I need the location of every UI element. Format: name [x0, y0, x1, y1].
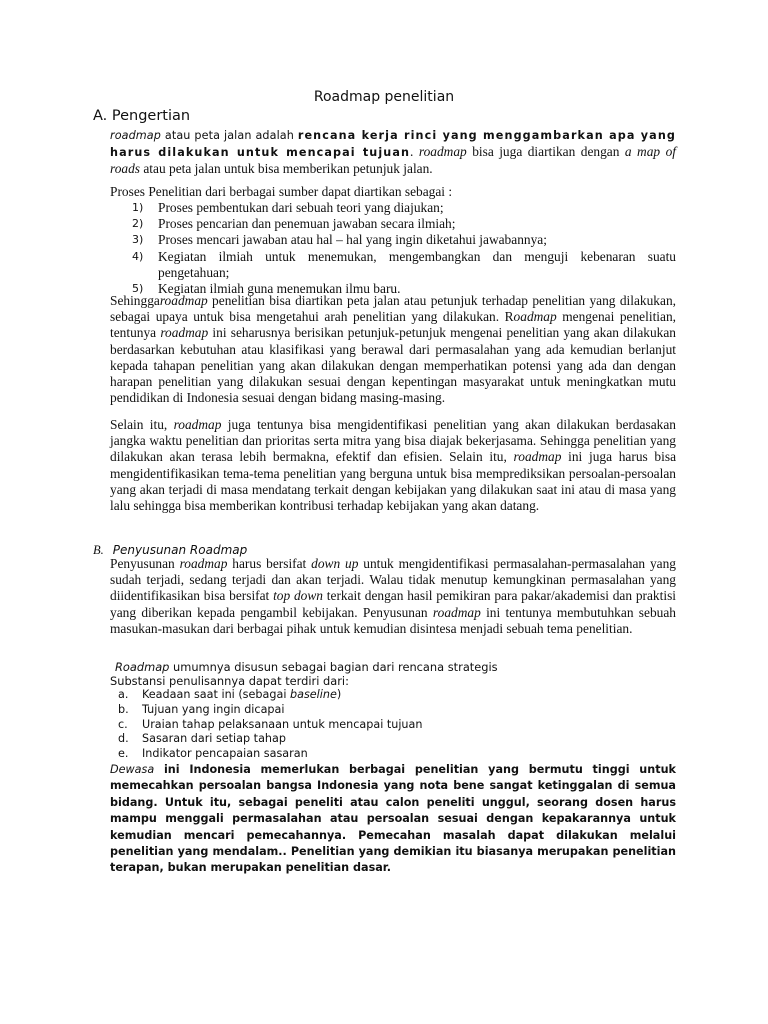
list-item [110, 232, 676, 248]
list-letter: a. [118, 688, 129, 701]
list-text: Uraian tahap pelaksanaan untuk mencapai tujuan [142, 717, 423, 731]
substance-list [110, 688, 422, 762]
list-letter: e. [118, 747, 129, 761]
term-top-down: top down [273, 588, 323, 604]
list-number: 2) [132, 217, 144, 231]
term-roadmap: roadmap [110, 129, 161, 142]
term-roadmap: roadmap [173, 417, 222, 432]
strategic-plan-paragraph [110, 660, 676, 689]
term-roadmap: roadmap [513, 449, 562, 465]
process-list [110, 200, 676, 297]
list-item [110, 216, 676, 232]
text-run: . [410, 144, 419, 160]
list-item [110, 732, 422, 747]
text-run: bisa juga diartikan dengan [466, 144, 625, 160]
section-title: Penyusunan Roadmap [112, 543, 248, 557]
list-item [110, 747, 422, 762]
term-down-up: down up [311, 556, 359, 571]
text-run: juga tentunya bisa mengidentifikasi penelitian yang akan dilakukan berdasakan jangka waktu penelitian dan prioritas serta mitra yang bisa diajak bekerjasama. Sehingga penelitian yang dilakukan akan terasa lebih bermakna, efektif dan efisien. Selain itu, [110, 417, 676, 465]
list-text: Keadaan saat ini (sebagai [142, 688, 290, 701]
emphasis-definition: rencana kerja rinci yang menggambarkan apa yang harus dilakukan untuk mencapai tujuan [110, 129, 676, 160]
roadmap-meaning-paragraph [110, 293, 676, 406]
list-item [110, 688, 422, 703]
term-roadmap: roadmap [432, 604, 481, 620]
text-run: ini tentunya membutuhkan sebuah masukan-masukan dari berbagai pihak untuk kemudian disintesa menjadi sebuah tema penelitian. [110, 604, 676, 636]
list-text: Proses pencarian dan penemuan jawaban secara ilmiah; [158, 216, 456, 232]
term-map-of-roads: a map of roads [110, 144, 676, 177]
list-text: Sasaran dari setiap tahap [142, 732, 286, 746]
text-run: umumnya disusun sebagai bagian dari rencana strategis [169, 660, 498, 674]
term-dewasa: Dewasa [110, 763, 155, 776]
list-text: Indikator pencapaian sasaran [142, 747, 308, 761]
term-baseline: baseline [289, 688, 337, 701]
list-number: 5) [132, 282, 144, 296]
text-run: Sehingga [110, 293, 160, 308]
text-run: ini juga harus bisa mengidentifikasikan tema-tema penelitian yang berguna untuk bisa memprediksikan persoalan-persoalan yang akan terjadi di masa mendatang terkait dengan kebijakan yang dilakukan saat ini atau di masa yang lalu sehingga bisa memberikan kontribusi terhadap kebijakan yang akan datang. [110, 449, 677, 514]
list-letter: b. [118, 702, 129, 716]
list-letter: c. [118, 717, 128, 731]
section-a-heading: A. Pengertian [93, 108, 191, 124]
text-run: Selain itu, [110, 417, 174, 432]
text-run: terkait dengan hasil pemikiran para pakar/akademisi dan praktisi yang diberikan kepada pengambil kebijakan. Penyusunan [110, 588, 676, 620]
text-run: untuk mengidentifikasi permasalahan-permasalahan yang sudah terjadi, sedang terjadi dan akan terjadi. Walau tidak menutup kemungkinan permasalahan yang diidentifikasikan bisa bersifat [110, 556, 676, 604]
composition-paragraph [110, 556, 676, 637]
page-title: Roadmap penelitian [313, 89, 455, 105]
term-roadmap: Roadmap [115, 660, 170, 674]
process-intro-paragraph: Proses Penelitian dari berbagai sumber dapat diartikan sebagai : [110, 184, 453, 199]
list-text: Proses pembentukan dari sebuah teori yang diajukan; [158, 200, 444, 215]
term-roadmap: roadmap [418, 144, 467, 160]
bold-text: ini Indonesia memerlukan berbagai penelitian yang bermutu tinggi untuk memecahkan persoalan bangsa Indonesia yang nota bene sangat ketinggalan di semua bidang. Untuk itu, sebagai peneliti atau calon peneliti unggul, seorang dosen harus mampu menggali permasalahan atau persoalan sesuai dengan kepakarannya untuk kemudian mencari pemecahannya. Pemecahan masalah dapat dilakukan melalui penelitian yang mendalam.. Penelitian yang demikian itu biasanya merupakan penelitian terapan, bukan merupakan penelitian dasar. [110, 763, 676, 875]
text-run: ini seharusnya berisikan petunjuk-petunjuk mengenai penelitian yang akan dilakukan berdasarkan kebutuhan atau klasifikasi yang berawal dari permasalahan yang ada kemudian berlanjut kepada tahapan penelitian yang akan dilakukan dengan memperhatikan potensi yang ada dan dengan harapan penelitian yang dilakukan sesuai dengan kepentingan masyarakat untuk meningkatkan mutu pendidikan di Indonesia sesuai dengan bidang masing-masing. [110, 325, 676, 406]
list-item [110, 200, 676, 216]
list-text-tail: ) [336, 688, 342, 701]
list-item [110, 718, 422, 733]
list-item [110, 703, 422, 718]
text-run: atau peta jalan untuk bisa memberikan petunjuk jalan. [140, 161, 433, 177]
list-text: Kegiatan ilmiah guna menemukan ilmu baru. [158, 281, 401, 297]
text-run: penelitian bisa diartikan peta jalan atau petunjuk terhadap penelitian yang dilakukan, sebagai upaya untuk bisa mengetahui arah penelitian yang dilakukan. R [110, 293, 676, 325]
closing-paragraph [110, 762, 676, 877]
text-run: atau peta jalan adalah [160, 129, 298, 142]
list-item [110, 249, 676, 281]
list-number: 4) [132, 249, 144, 263]
text-run: Penyusunan [110, 556, 180, 571]
term-roadmap: roadmap [179, 556, 228, 571]
text-run: mengenai penelitian, tentunya [110, 309, 676, 341]
roadmap-identification-paragraph [110, 417, 676, 514]
term-roadmap: oadmap [513, 309, 557, 325]
list-text: Tujuan yang ingin dicapai [142, 702, 285, 716]
substance-intro: Substansi penulisannya dapat terdiri dari: [110, 674, 349, 689]
term-roadmap: roadmap [159, 293, 208, 308]
term-roadmap: roadmap [160, 325, 209, 341]
list-number: 1) [132, 201, 144, 214]
list-letter: d. [118, 732, 129, 746]
definition-paragraph [110, 127, 676, 178]
text-run: harus bersifat [227, 556, 312, 571]
list-text: Kegiatan ilmiah untuk menemukan, mengembangkan dan menguji kebenaran suatu pengetahuan; [158, 248, 676, 280]
list-text: Proses mencari jawaban atau hal – hal yang ingin diketahui jawabannya; [158, 232, 547, 248]
list-number: 3) [132, 233, 144, 247]
section-letter: B. [93, 543, 104, 557]
